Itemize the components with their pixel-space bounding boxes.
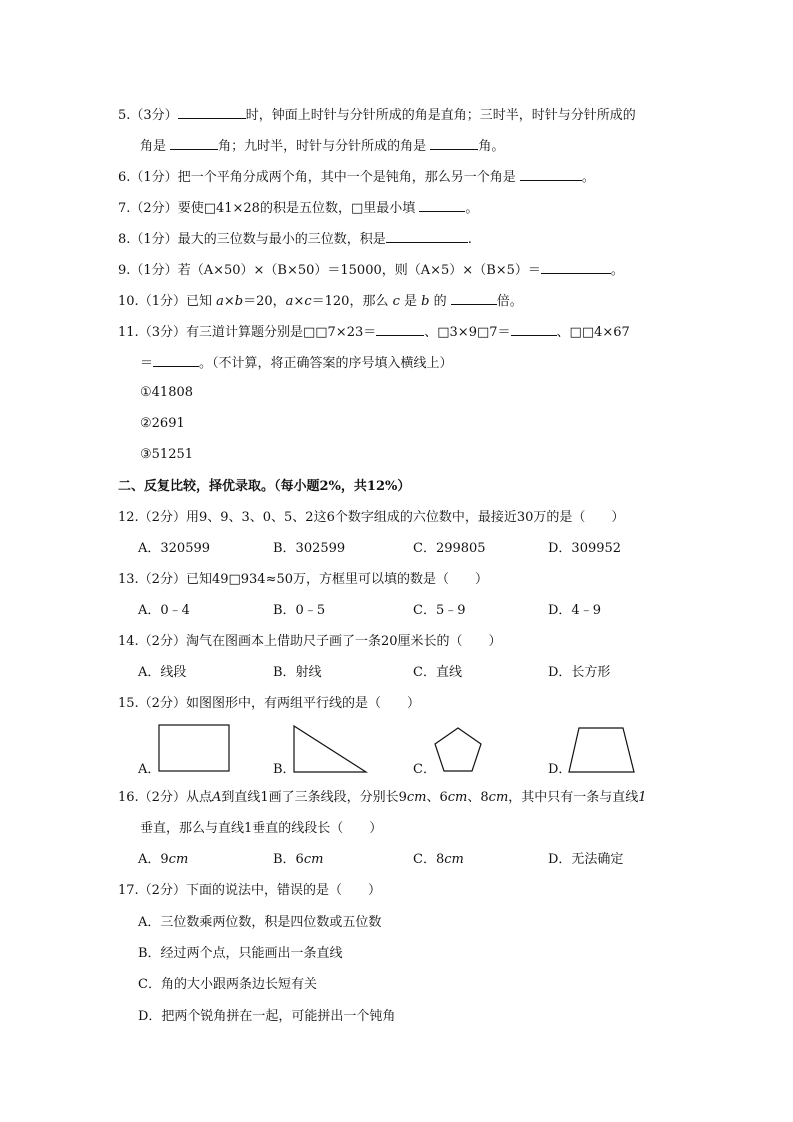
answer-blank[interactable] <box>451 290 497 305</box>
question-16: 16.（2分）从点A到直线1画了三条线段，分别长9cm、6cm、8cm，其中只有一条与直线1 <box>118 790 647 805</box>
answer-blank[interactable] <box>511 321 557 336</box>
rectangle-figure <box>158 724 232 774</box>
option-a[interactable]: A．三位数乘两位数，积是四位数或五位数 <box>138 915 382 930</box>
option-c[interactable]: C． <box>413 762 436 777</box>
question-15: 15.（2分）如图图形中，有两组平行线的是（ ） <box>118 696 420 711</box>
option-a[interactable]: A．9cm <box>138 852 189 867</box>
question-11-cont: ＝ 。（不计算，将正确答案的序号填入横线上） <box>140 352 453 373</box>
answer-blank[interactable] <box>541 259 611 274</box>
answer-blank[interactable] <box>430 135 478 150</box>
question-12: 12.（2分）用9、9、3、0、5、2这6个数字组成的六位数中，最接近30万的是（ ） <box>118 510 625 525</box>
answer-blank[interactable] <box>153 352 199 367</box>
option-d[interactable]: D．309952 <box>548 541 622 556</box>
option-c[interactable]: C．直线 <box>413 665 462 680</box>
option-c[interactable]: C．5﹣9 <box>413 603 466 618</box>
question-11: 11.（3分）有三道计算题分别是□□7×23＝ 、□3×9□7＝ 、□□4×67 <box>118 321 630 342</box>
option-b[interactable]: B．302599 <box>273 541 346 556</box>
option-d[interactable]: D． <box>548 762 572 777</box>
option-d[interactable]: D．4﹣9 <box>548 603 601 618</box>
option-d[interactable]: D．把两个锐角拼在一起，可能拼出一个钝角 <box>138 1009 396 1024</box>
answer-blank[interactable] <box>178 104 246 119</box>
answer-blank[interactable] <box>170 135 218 150</box>
option-c[interactable]: C．299805 <box>413 541 486 556</box>
trapezoid-figure <box>567 726 637 774</box>
choice-1: ①41808 <box>140 385 194 400</box>
question-16-cont: 垂直，那么与直线1垂直的线段长（ ） <box>140 821 383 836</box>
option-b[interactable]: B．经过两个点，只能画出一条直线 <box>138 946 343 961</box>
answer-blank[interactable] <box>520 166 582 181</box>
answer-blank[interactable] <box>376 321 424 336</box>
option-a[interactable]: A．0﹣4 <box>138 603 190 618</box>
option-a[interactable]: A．320599 <box>138 541 211 556</box>
question-8: 8.（1分）最大的三位数与最小的三位数，积是 . <box>118 228 472 249</box>
option-b[interactable]: B．0﹣5 <box>273 603 326 618</box>
question-5-cont: 角是 角；九时半，时针与分针所成的角是 角。 <box>140 135 504 156</box>
section-heading: 二、反复比较，择优录取。（每小题2%，共12%） <box>118 479 411 494</box>
question-5: 5.（3分） 时，钟面上时针与分针所成的角是直角；三时半，时针与分针所成的 <box>118 104 636 125</box>
question-14: 14.（2分）淘气在图画本上借助尺子画了一条20厘米长的（ ） <box>118 634 502 649</box>
question-13: 13.（2分）已知49□934≈50万，方框里可以填的数是（ ） <box>118 572 489 587</box>
choice-2: ②2691 <box>140 416 185 431</box>
question-9: 9.（1分）若（A×50）×（B×50）＝15000，则（A×5）×（B×5）＝ 。 <box>118 259 624 280</box>
question-17: 17.（2分）下面的说法中，错误的是（ ） <box>118 883 381 898</box>
option-b[interactable]: B．射线 <box>273 665 322 680</box>
answer-blank[interactable] <box>386 228 468 243</box>
choice-3: ③51251 <box>140 447 194 462</box>
option-c[interactable]: C．角的大小跟两条边长短有关 <box>138 977 317 992</box>
option-d[interactable]: D．无法确定 <box>548 852 624 867</box>
answer-blank[interactable] <box>419 197 465 212</box>
question-7: 7.（2分）要使□41×28的积是五位数，□里最小填 。 <box>118 197 478 218</box>
option-b[interactable]: B． <box>273 762 296 777</box>
option-a[interactable]: A．线段 <box>138 665 187 680</box>
option-a[interactable]: A． <box>138 762 161 777</box>
option-b[interactable]: B．6cm <box>273 852 324 867</box>
question-6: 6.（1分）把一个平角分成两个角，其中一个是钝角，那么另一个角是 。 <box>118 166 595 187</box>
triangle-figure <box>292 724 368 774</box>
option-d[interactable]: D．长方形 <box>548 665 611 680</box>
option-c[interactable]: C．8cm <box>413 852 464 867</box>
pentagon-figure <box>432 726 484 774</box>
question-10: 10.（1分）已知 a×b＝20，a×c＝120，那么 c 是 b 的 倍。 <box>118 290 523 311</box>
